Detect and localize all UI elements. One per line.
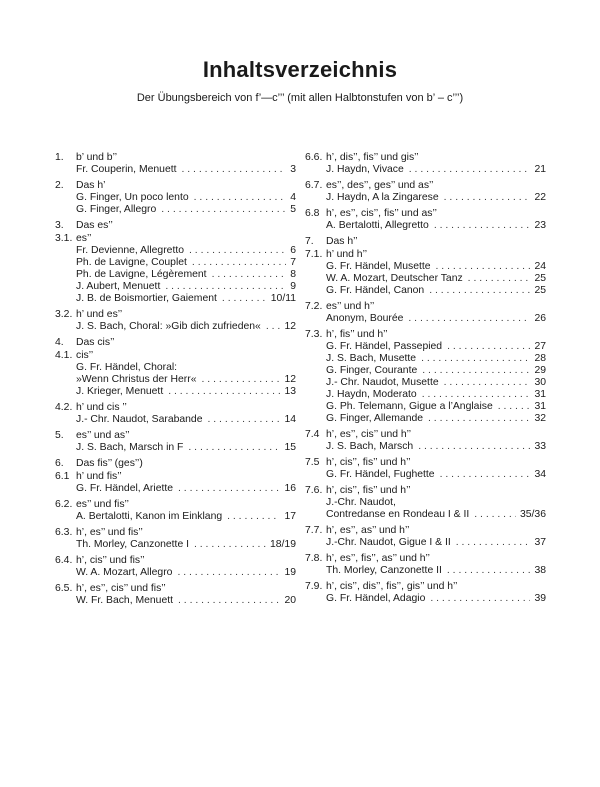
dot-leader	[456, 537, 531, 549]
toc-entry[interactable]	[305, 192, 546, 204]
page-number: 3	[290, 164, 296, 175]
entry-title: G. Ph. Telemann, Gigue a l’Anglaise	[326, 401, 493, 412]
section-heading	[55, 220, 296, 232]
section-heading	[55, 350, 296, 362]
page-number: 26	[534, 313, 546, 324]
entry-title: G. Fr. Händel, Fughette	[326, 469, 435, 480]
section-number: 6.8	[305, 208, 320, 219]
section-number: 6.2.	[55, 499, 73, 510]
dot-leader	[468, 273, 531, 285]
section-number: 7.1.	[305, 249, 323, 260]
toc-entry[interactable]	[305, 353, 546, 365]
section-title: h’, es’’, cis’’ und h’’	[326, 429, 412, 440]
toc-section	[55, 337, 296, 349]
section-heading	[305, 301, 546, 313]
page-number: 35/36	[519, 509, 546, 520]
dot-leader	[189, 245, 286, 257]
section-title: Das h’’	[326, 236, 358, 247]
page-number: 13	[284, 386, 296, 397]
toc-section	[55, 220, 296, 232]
toc-entry[interactable]	[55, 386, 296, 398]
section-heading	[55, 471, 296, 483]
dot-leader	[165, 281, 286, 293]
section-title: Das h’	[76, 180, 106, 191]
section-heading	[55, 337, 296, 349]
section-heading	[305, 329, 546, 341]
section-heading	[55, 458, 296, 470]
section-heading	[55, 555, 296, 567]
section-title: es’’, des’’, ges’’ und as’’	[326, 180, 434, 191]
dot-leader	[208, 414, 281, 426]
toc-section	[55, 233, 296, 305]
page-number: 19	[284, 567, 296, 578]
page-number: 14	[284, 414, 296, 425]
toc-section	[305, 553, 546, 577]
entry-title: Fr. Devienne, Allegretto	[76, 245, 185, 256]
page-number: 23	[534, 220, 546, 231]
toc-entry[interactable]	[305, 261, 546, 273]
entry-title: G. Fr. Händel, Canon	[326, 285, 425, 296]
page-number: 12	[284, 321, 296, 332]
toc-section	[305, 301, 546, 325]
page-number: 38	[534, 565, 546, 576]
page-number: 16	[284, 483, 296, 494]
dot-leader	[474, 509, 516, 521]
page-number: 32	[534, 413, 546, 424]
section-title: b’ und b’’	[76, 152, 118, 163]
section-number: 4.1.	[55, 350, 73, 361]
section-title: h’, es’’, cis’’, fis’’ und as’’	[326, 208, 437, 219]
section-heading	[305, 485, 546, 497]
toc-section	[55, 402, 296, 426]
toc-entry[interactable]	[55, 269, 296, 281]
toc-entry[interactable]	[305, 389, 546, 401]
page-number: 34	[534, 469, 546, 480]
section-title: es’’ und fis’’	[76, 499, 129, 510]
entry-title: G. Finger, Allegro	[76, 204, 157, 215]
toc-entry[interactable]	[305, 341, 546, 353]
dot-leader	[418, 441, 530, 453]
dot-leader	[434, 220, 531, 232]
section-title: h’, es’’, as’’ und h’’	[326, 525, 410, 536]
section-heading	[305, 553, 546, 565]
entry-title: J. B. de Boismortier, Gaiement	[76, 293, 217, 304]
dot-leader	[222, 293, 267, 305]
section-heading	[305, 429, 546, 441]
page-number: 10/11	[270, 293, 296, 304]
section-heading	[55, 527, 296, 539]
section-number: 7.4	[305, 429, 320, 440]
toc-section	[305, 249, 546, 297]
page-number: 31	[534, 401, 546, 412]
page-number: 8	[290, 269, 296, 280]
section-number: 6.1	[55, 471, 70, 482]
section-number: 6.4.	[55, 555, 73, 566]
toc-entry[interactable]	[55, 204, 296, 216]
toc-section	[55, 180, 296, 216]
section-heading	[55, 402, 296, 414]
page-number: 24	[534, 261, 546, 272]
section-heading	[305, 180, 546, 192]
section-number: 6.	[55, 458, 64, 469]
section-number: 4.2.	[55, 402, 73, 413]
entry-title: Contredanse en Rondeau I & II	[326, 509, 470, 520]
toc-entry[interactable]	[305, 469, 546, 481]
entry-title: J.- Chr. Naudot, Sarabande	[76, 414, 203, 425]
section-title: h’, dis’’, fis’’ und gis’’	[326, 152, 419, 163]
dot-leader	[168, 386, 280, 398]
section-title: es’’	[76, 233, 92, 244]
section-title: h’, es’’, cis’’ und fis’’	[76, 583, 166, 594]
entry-title: J. Haydn, Moderato	[326, 389, 417, 400]
toc-entry[interactable]	[305, 313, 546, 325]
toc-section	[55, 458, 296, 470]
page-number: 25	[534, 273, 546, 284]
page-number: 17	[284, 511, 296, 522]
toc-entry[interactable]	[55, 321, 296, 333]
dot-leader	[429, 285, 530, 297]
page-number: 39	[534, 593, 546, 604]
entry-title: W. A. Mozart, Deutscher Tanz	[326, 273, 463, 284]
entry-title: J. Aubert, Menuett	[76, 281, 161, 292]
entry-title: »Wenn Christus der Herr«	[76, 374, 197, 385]
page-number: 37	[534, 537, 546, 548]
entry-title: J. S. Bach, Marsch in F	[76, 442, 184, 453]
section-number: 6.6.	[305, 152, 323, 163]
toc-entry[interactable]	[55, 293, 296, 305]
section-title: h’ und fis’’	[76, 471, 122, 482]
entry-title: J.- Chr. Naudot, Musette	[326, 377, 439, 388]
dot-leader	[447, 341, 530, 353]
section-heading	[55, 233, 296, 245]
section-number: 7.8.	[305, 553, 323, 564]
entry-title: G. Fr. Händel, Musette	[326, 261, 431, 272]
toc-section	[55, 499, 296, 523]
toc-section	[305, 485, 546, 521]
toc-section	[305, 152, 546, 176]
page-number: 12	[284, 374, 296, 385]
dot-leader	[422, 389, 531, 401]
toc-entry[interactable]	[305, 365, 546, 377]
toc-entry[interactable]	[55, 374, 296, 386]
section-number: 5.	[55, 430, 64, 441]
toc-entry[interactable]	[305, 285, 546, 297]
section-title: h’, es’’, fis’’, as’’ und h’’	[326, 553, 430, 564]
section-title: Das fis’’ (ges’’)	[76, 458, 143, 469]
dot-leader	[177, 567, 280, 579]
toc-entry[interactable]	[305, 220, 546, 232]
entry-title: J. S. Bach, Choral: »Gib dich zufrieden«	[76, 321, 261, 332]
dot-leader	[409, 164, 531, 176]
toc-entry[interactable]	[305, 565, 546, 577]
entry-title: J. Haydn, Vivace	[326, 164, 404, 175]
entry-title: J.-Chr. Naudot, Gigue I & II	[326, 537, 451, 548]
dot-leader	[192, 257, 286, 269]
page-number: 5	[290, 204, 296, 215]
section-heading	[55, 152, 296, 164]
toc-entry[interactable]	[55, 245, 296, 257]
dot-leader	[421, 353, 530, 365]
section-heading	[305, 152, 546, 164]
section-title: h’, es’’ und fis’’	[76, 527, 143, 538]
section-title: h’, fis’’ und h’’	[326, 329, 388, 340]
section-title: es’’ und h’’	[326, 301, 375, 312]
toc-section	[305, 329, 546, 425]
dot-leader	[194, 192, 287, 204]
section-heading	[55, 499, 296, 511]
section-title: es’’ und as’’	[76, 430, 130, 441]
toc-entry[interactable]	[305, 413, 546, 425]
dot-leader	[436, 261, 531, 273]
section-number: 7.	[305, 236, 314, 247]
section-title: h’, cis’’ und fis’’	[76, 555, 145, 566]
dot-leader	[194, 539, 266, 551]
toc-section	[305, 525, 546, 549]
section-heading	[55, 583, 296, 595]
dot-leader	[227, 511, 280, 523]
page-number: 9	[290, 281, 296, 292]
toc-entry[interactable]	[55, 483, 296, 495]
entry-title: W. A. Mozart, Allegro	[76, 567, 173, 578]
toc-entry-line: J.-Chr. Naudot,	[326, 497, 396, 508]
page-number: 31	[534, 389, 546, 400]
section-number: 7.6.	[305, 485, 323, 496]
entry-title: W. Fr. Bach, Menuett	[76, 595, 174, 606]
section-heading	[55, 180, 296, 192]
dot-leader	[202, 374, 281, 386]
entry-title: Th. Morley, Canzonette II	[326, 565, 442, 576]
toc-entry[interactable]	[55, 567, 296, 579]
page-number: 20	[284, 595, 296, 606]
entry-title: J. S. Bach, Marsch	[326, 441, 414, 452]
toc-entry[interactable]	[305, 593, 546, 605]
toc-entry[interactable]	[55, 595, 296, 607]
page-number: 33	[534, 441, 546, 452]
toc-section	[55, 583, 296, 607]
dot-leader	[266, 321, 281, 333]
section-number: 3.	[55, 220, 64, 231]
entry-title: G. Fr. Händel, Ariette	[76, 483, 174, 494]
toc-section	[55, 309, 296, 333]
toc-entry[interactable]	[55, 257, 296, 269]
section-title: h’, cis’’, fis’’ und h’’	[326, 457, 411, 468]
page-number: 22	[534, 192, 546, 203]
toc-entry[interactable]	[305, 537, 546, 549]
section-heading	[305, 525, 546, 537]
entry-title: Ph. de Lavigne, Couplet	[76, 257, 187, 268]
dot-leader	[444, 377, 531, 389]
section-number: 3.2.	[55, 309, 73, 320]
entry-title: G. Fr. Händel, Passepied	[326, 341, 443, 352]
dot-leader	[182, 164, 287, 176]
dot-leader	[178, 595, 280, 607]
toc-section	[55, 527, 296, 551]
toc-entry[interactable]	[55, 164, 296, 176]
toc-section	[305, 236, 546, 248]
section-heading	[305, 457, 546, 469]
section-number: 7.3.	[305, 329, 323, 340]
page-subtitle: Der Übungsbereich von f’—c’’’ (mit allen Halbtonstufen von b’ – c’’’)	[136, 92, 464, 104]
page-number: 29	[534, 365, 546, 376]
page-number: 30	[534, 377, 546, 388]
dot-leader	[430, 593, 530, 605]
toc-section	[55, 430, 296, 454]
dot-leader	[447, 565, 531, 577]
entry-title: J. Krieger, Menuett	[76, 386, 164, 397]
toc-column-left	[55, 152, 296, 611]
toc-entry[interactable]	[305, 509, 546, 521]
toc-entry[interactable]	[305, 377, 546, 389]
entry-title: Anonym, Bourée	[326, 313, 404, 324]
entry-title: A. Bertalotti, Kanon im Einklang	[76, 511, 223, 522]
toc-section	[305, 208, 546, 232]
section-title: Das es’’	[76, 220, 113, 231]
toc-section	[305, 581, 546, 605]
section-title: h’, cis’’, fis’’ und h’’	[326, 485, 411, 496]
section-number: 7.2.	[305, 301, 323, 312]
section-number: 1.	[55, 152, 64, 163]
dot-leader	[422, 365, 530, 377]
section-title: h’, cis’’, dis’’, fis’’, gis’’ und h’’	[326, 581, 458, 592]
page-number: 27	[534, 341, 546, 352]
toc-entry[interactable]	[55, 192, 296, 204]
toc-section	[305, 457, 546, 481]
page-number: 28	[534, 353, 546, 364]
toc-entry[interactable]	[305, 401, 546, 413]
toc-entry[interactable]	[305, 164, 546, 176]
toc-section	[55, 555, 296, 579]
entry-title: Fr. Couperin, Menuett	[76, 164, 177, 175]
section-heading	[305, 249, 546, 261]
page-number: 15	[284, 442, 296, 453]
section-number: 7.7.	[305, 525, 323, 536]
dot-leader	[498, 401, 531, 413]
toc-entry[interactable]	[55, 414, 296, 426]
section-title: cis’’	[76, 350, 94, 361]
dot-leader	[178, 483, 280, 495]
toc-entry[interactable]	[55, 511, 296, 523]
entry-title: Ph. de Lavigne, Légèrement	[76, 269, 207, 280]
dot-leader	[161, 204, 286, 216]
section-heading	[305, 208, 546, 220]
page-number: 25	[534, 285, 546, 296]
dot-leader	[408, 313, 530, 325]
section-heading	[305, 581, 546, 593]
entry-title: Th. Morley, Canzonette I	[76, 539, 189, 550]
section-number: 3.1.	[55, 233, 73, 244]
toc-section	[305, 429, 546, 453]
entry-title: J. Haydn, A la Zingarese	[326, 192, 439, 203]
dot-leader	[188, 442, 280, 454]
section-number: 4.	[55, 337, 64, 348]
dot-leader	[212, 269, 287, 281]
toc-section	[55, 350, 296, 398]
toc-entry[interactable]	[55, 539, 296, 551]
section-title: h’ und es’’	[76, 309, 123, 320]
dot-leader	[440, 469, 531, 481]
section-heading	[305, 236, 546, 248]
page-number: 4	[290, 192, 296, 203]
entry-title: A. Bertalotti, Allegretto	[326, 220, 429, 231]
toc-entry[interactable]	[305, 273, 546, 285]
dot-leader	[428, 413, 530, 425]
toc-entry[interactable]	[55, 281, 296, 293]
section-number: 6.5.	[55, 583, 73, 594]
entry-title: G. Fr. Händel, Adagio	[326, 593, 426, 604]
toc-section	[55, 152, 296, 176]
page-number: 7	[290, 257, 296, 268]
section-title: h’ und h’’	[326, 249, 368, 260]
entry-title: G. Finger, Un poco lento	[76, 192, 189, 203]
section-heading	[55, 430, 296, 442]
toc-entry[interactable]	[305, 441, 546, 453]
section-title: Das cis’’	[76, 337, 115, 348]
entry-title: G. Finger, Courante	[326, 365, 418, 376]
toc-column-right	[305, 152, 546, 609]
section-heading	[55, 309, 296, 321]
page-title: Inhaltsverzeichnis	[202, 57, 398, 82]
section-number: 6.3.	[55, 527, 73, 538]
page-number: 6	[290, 245, 296, 256]
section-number: 6.7.	[305, 180, 323, 191]
page-number: 21	[534, 164, 546, 175]
toc-section	[305, 180, 546, 204]
section-title: h’ und cis ’’	[76, 402, 127, 413]
section-number: 2.	[55, 180, 64, 191]
section-number: 7.9.	[305, 581, 323, 592]
section-number: 7.5	[305, 457, 320, 468]
toc-entry[interactable]	[55, 442, 296, 454]
page-number: 18/19	[269, 539, 296, 550]
entry-title: J. S. Bach, Musette	[326, 353, 417, 364]
toc-entry-line: G. Fr. Händel, Choral:	[76, 362, 178, 373]
toc-section	[55, 471, 296, 495]
entry-title: G. Finger, Allemande	[326, 413, 424, 424]
dot-leader	[444, 192, 531, 204]
